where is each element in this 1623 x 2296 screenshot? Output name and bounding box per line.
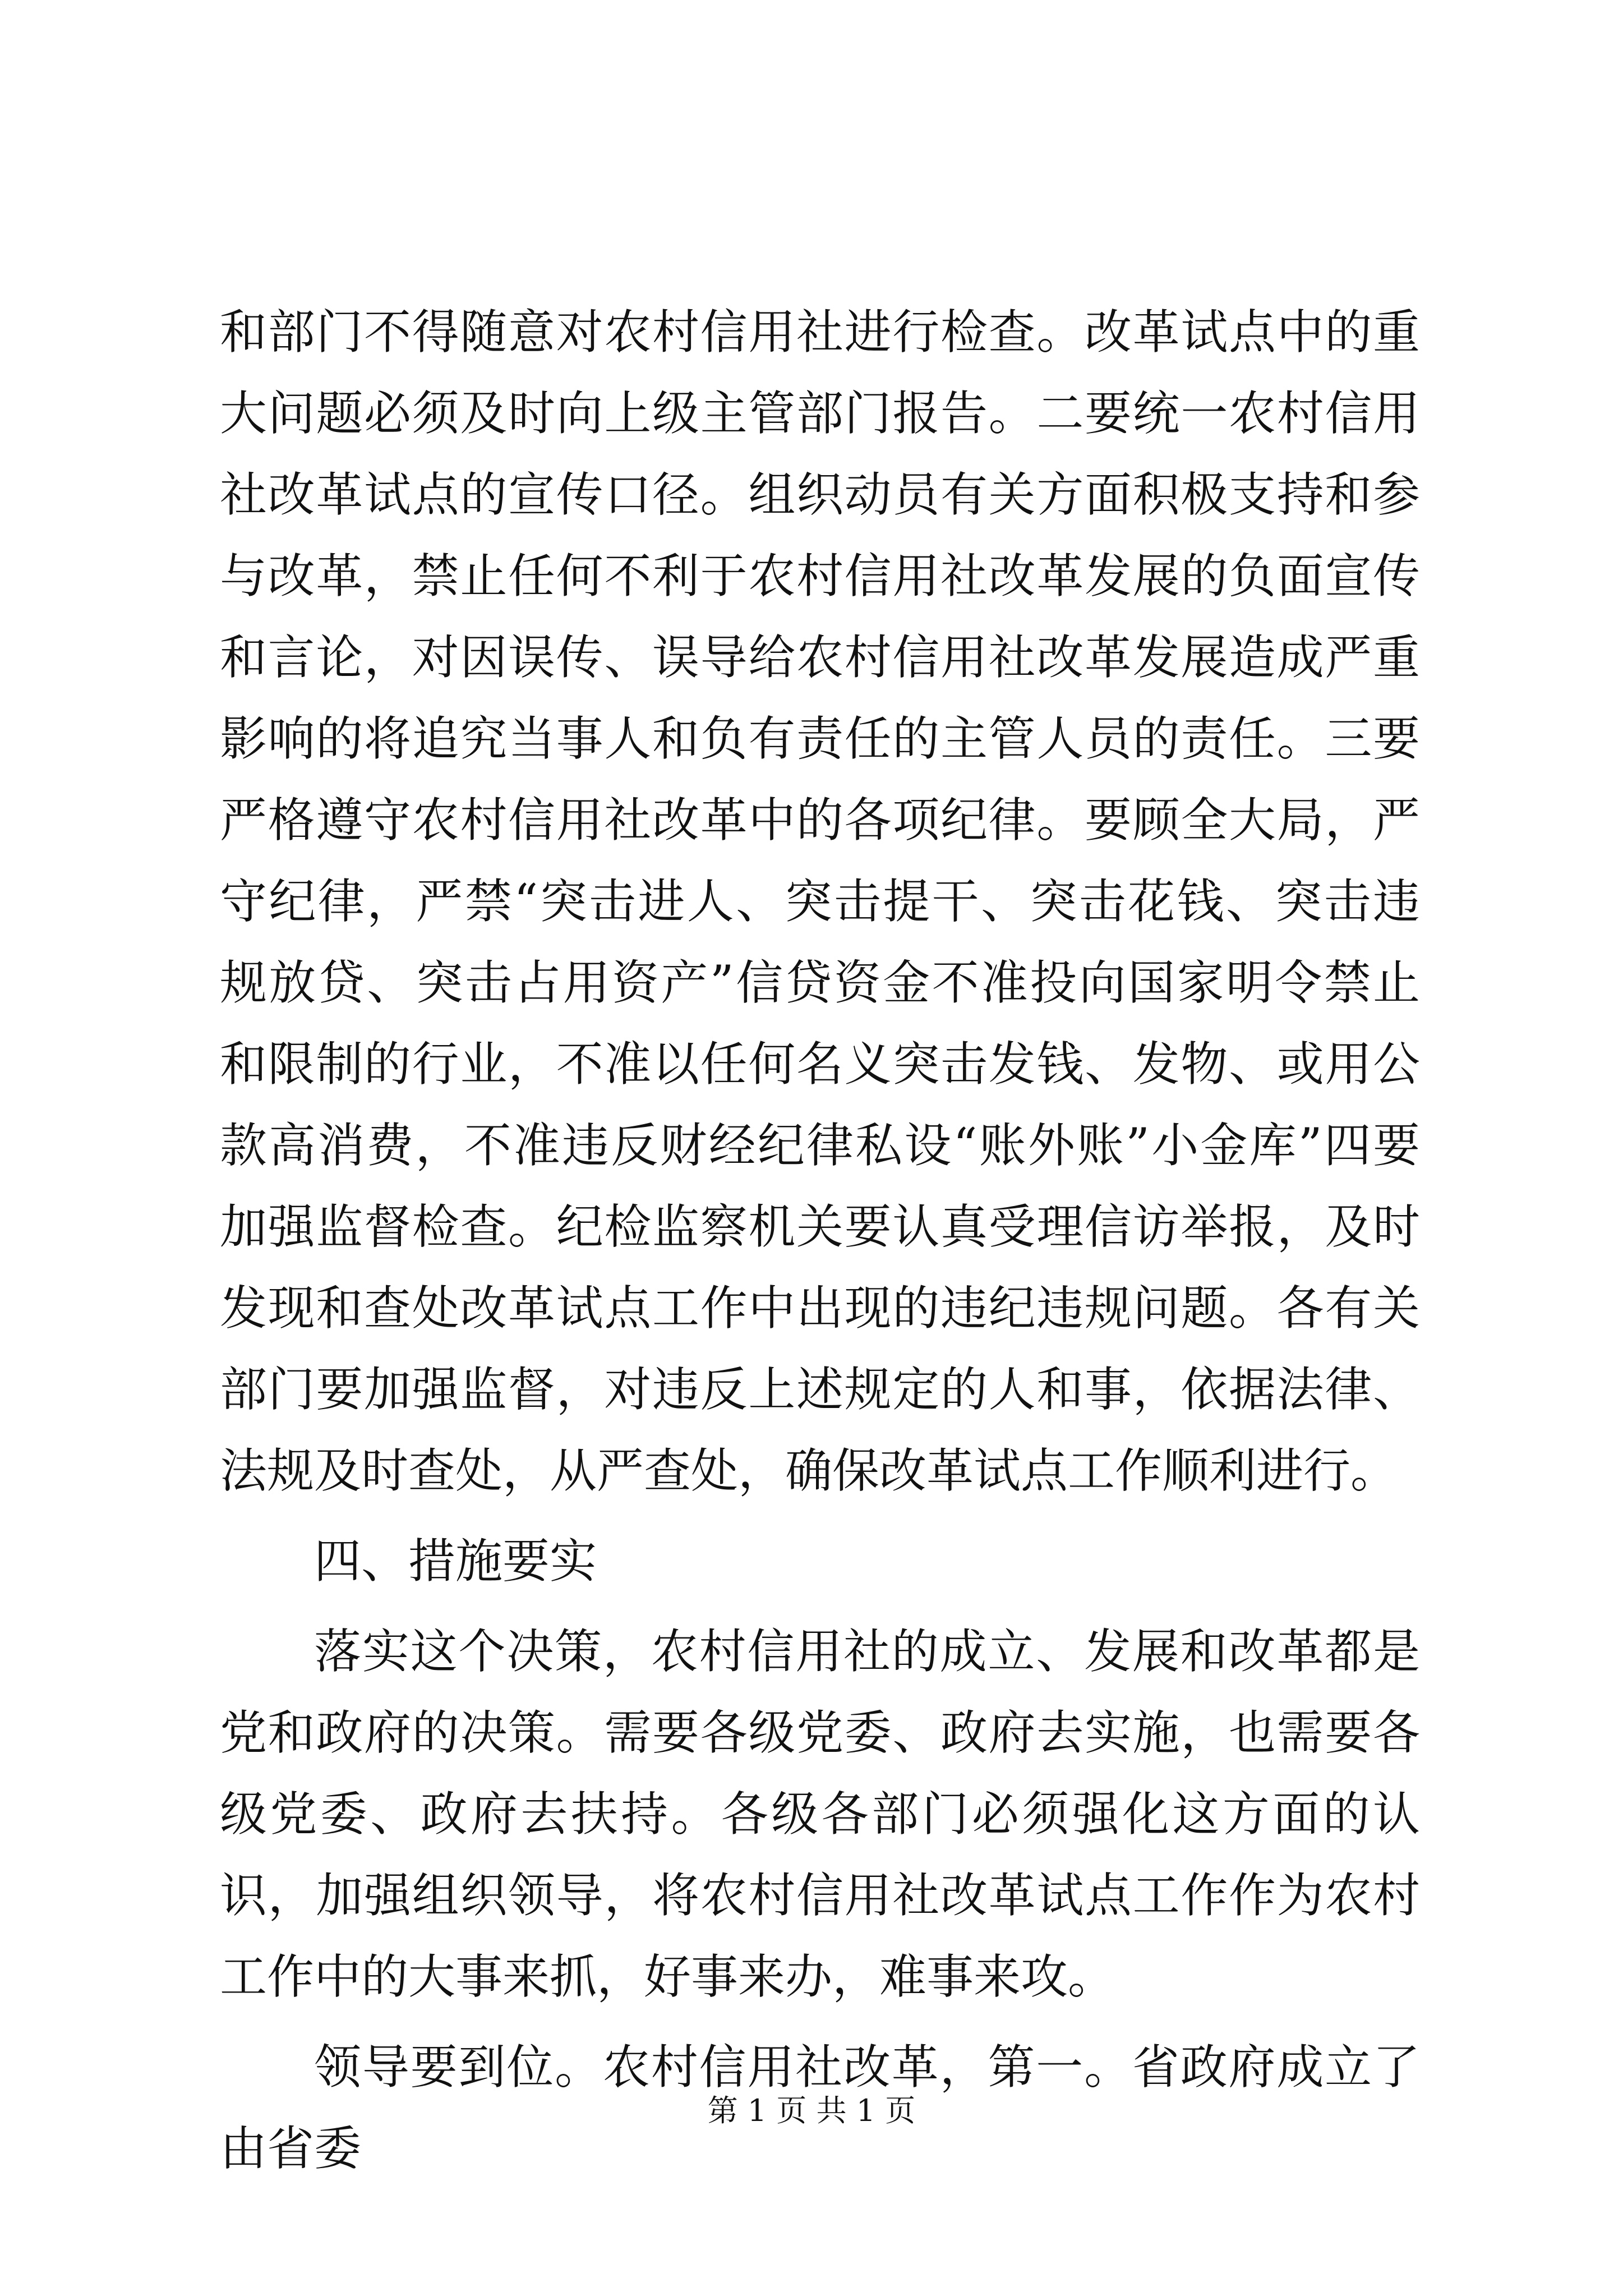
page-footer: 第 1 页 共 1 页 (707, 2093, 916, 2128)
section-heading: 四、措施要实 (314, 1534, 597, 1589)
paragraph: 领导要到位。农村信用社改革，第一。省政府成立了由省委 (220, 2040, 1420, 2176)
paragraph-continuation: 和部门不得随意对农村信用社进行检查。改革试点中的重大问题必须及时向上级主管部门报告。二要统一农村信用社改革试点的宣传口径。组织动员有关方面积极支持和参与改革，禁止任何不利于农村信用社改革发展的负面宣传和言论，对因误传、误导给农村信用社改革发展造成严重影响的将追究当事人和负有责任的主管人员的责任。三要严格遵守农村信用社改革中的各项纪律。要顾全大局，严守纪律，严禁“突击进人、突击提干、突击花钱、突击违规放贷、突击占用资产”信贷资金不准投向国家明令禁止和限制的行业，不准以任何名义突击发钱、发物、或用公款高消费，不准违反财经纪律私设“账外账”小金库”四要加强监督检查。纪检监察机关要认真受理信访举报，及时发现和查处改革试点工作中出现的违纪违规问题。各有关部门要加强监督，对违反上述规定的人和事，依据法律、法规及时查处，从严查处，确保改革试点工作顺利进行。 (220, 305, 1420, 1498)
paragraph: 落实这个决策，农村信用社的成立、发展和改革都是党和政府的决策。需要各级党委、政府去实施，也需要各级党委、政府去扶持。各级各部门必须强化这方面的认识，加强组织领导，将农村信用社改革试点工作作为农村工作中的大事来抓，好事来办，难事来攻。 (220, 1624, 1420, 2004)
document-body (220, 292, 1420, 2189)
